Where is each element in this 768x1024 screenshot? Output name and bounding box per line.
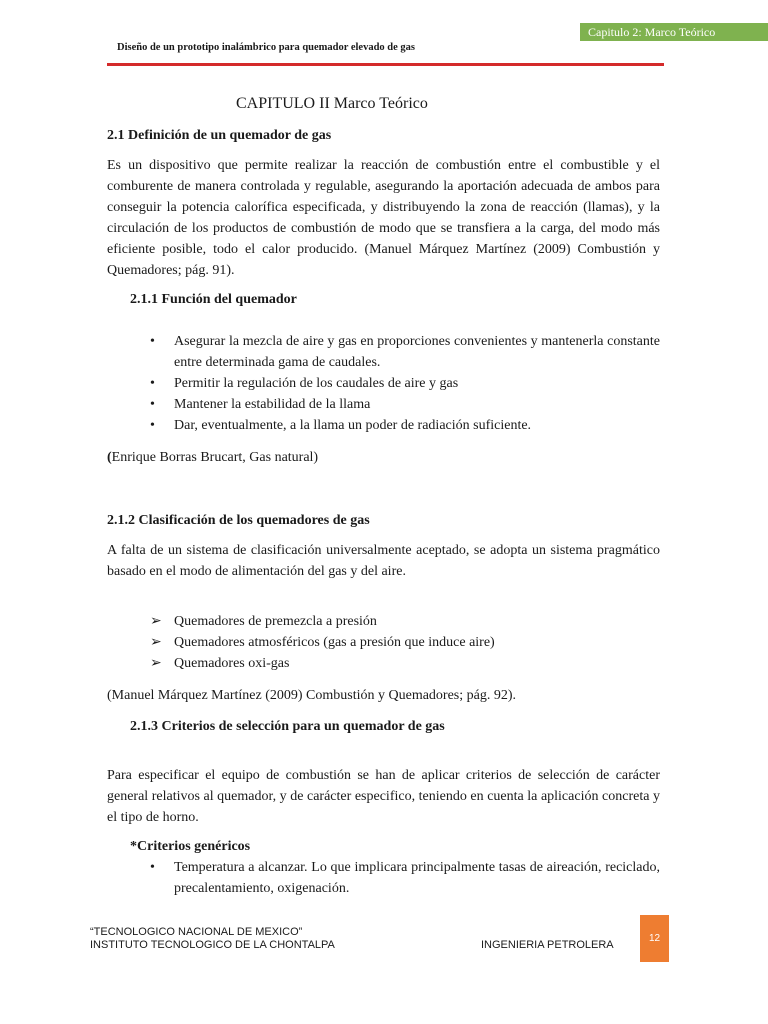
- section-heading-2-1-1: 2.1.1 Función del quemador: [130, 292, 297, 307]
- bullet-dot-icon: •: [150, 860, 155, 875]
- bullet-dot-icon: •: [150, 397, 155, 412]
- chapter-title: CAPITULO II Marco Teórico: [236, 95, 428, 112]
- document-header-title: Diseño de un prototipo inalámbrico para quemador elevado de gas: [117, 42, 416, 53]
- arrow-bullet-icon: ➢: [150, 614, 162, 629]
- page-number: 12: [640, 915, 669, 962]
- footer-department: INGENIERIA PETROLERA: [481, 939, 614, 951]
- section-2-1-body: Es un dispositivo que permite realizar la reacción de combustión entre el combustible y el comburente de manera controlada y regulable, asegurando la aportación adecuada de ambos para conseguir la potencia calorífica especificada, y distribuyendo la zona de reacción (llamas), y la circulación de los productos de combustión de modo que se transfiera a la carga, del modo más eficiente posible, todo el calor producido. (Manuel Márquez Martínez (2009) Combustión y Quemadores; pág. 91).: [107, 158, 660, 278]
- generic-criteria-heading: *Criterios genéricos: [130, 839, 251, 854]
- arrow-bullet-icon: ➢: [150, 656, 162, 671]
- classification-bullet-list: [150, 611, 660, 674]
- header-divider: [107, 63, 664, 66]
- section-heading-2-1: 2.1 Definición de un quemador de gas: [107, 128, 332, 143]
- list-item: • Temperatura a alcanzar. Lo que implicara principalmente tasas de aireación, reciclado, precalentamiento, oxigenación.: [150, 857, 660, 899]
- footer-institution-line1: “TECNOLOGICO NACIONAL DE MEXICO”: [90, 926, 303, 938]
- bullet-dot-icon: •: [150, 376, 155, 391]
- section-heading-2-1-3: 2.1.3 Criterios de selección para un quemador de gas: [130, 719, 445, 734]
- footer-institution-line2: INSTITUTO TECNOLOGICO DE LA CHONTALPA: [90, 939, 335, 951]
- arrow-bullet-icon: ➢: [150, 635, 162, 650]
- list-item: • Dar, eventualmente, a la llama un poder de radiación suficiente.: [150, 415, 660, 436]
- list-item: • Asegurar la mezcla de aire y gas en proporciones convenientes y mantenerla constante entre determinada gama de caudales.: [150, 331, 660, 373]
- criteria-bullet-list: [150, 857, 660, 899]
- chapter-tab: Capitulo 2: Marco Teórico: [580, 23, 768, 41]
- bullet-dot-icon: •: [150, 418, 155, 433]
- list-item: ➢ Quemadores atmosféricos (gas a presión que induce aire): [150, 632, 660, 653]
- citation-borras: (Enrique Borras Brucart, Gas natural): [107, 450, 319, 465]
- bullet-dot-icon: •: [150, 334, 155, 349]
- list-item: ➢ Quemadores de premezcla a presión: [150, 611, 660, 632]
- citation-marquez-92: (Manuel Márquez Martínez (2009) Combustión y Quemadores; pág. 92).: [107, 688, 517, 703]
- list-item: ➢ Quemadores oxi-gas: [150, 653, 660, 674]
- list-item: • Permitir la regulación de los caudales de aire y gas: [150, 373, 660, 394]
- section-2-1-3-body: Para especificar el equipo de combustión se han de aplicar criterios de selección de carácter general relativos al quemador, y de carácter especifico, teniendo en cuenta la aplicación concreta y el tipo de horno.: [107, 768, 660, 825]
- section-heading-2-1-2: 2.1.2 Clasificación de los quemadores de gas: [107, 513, 370, 528]
- list-item: • Mantener la estabilidad de la llama: [150, 394, 660, 415]
- function-bullet-list: [150, 331, 660, 436]
- section-2-1-2-body: A falta de un sistema de clasificación universalmente aceptado, se adopta un sistema pragmático basado en el modo de alimentación del gas y del aire.: [107, 543, 660, 579]
